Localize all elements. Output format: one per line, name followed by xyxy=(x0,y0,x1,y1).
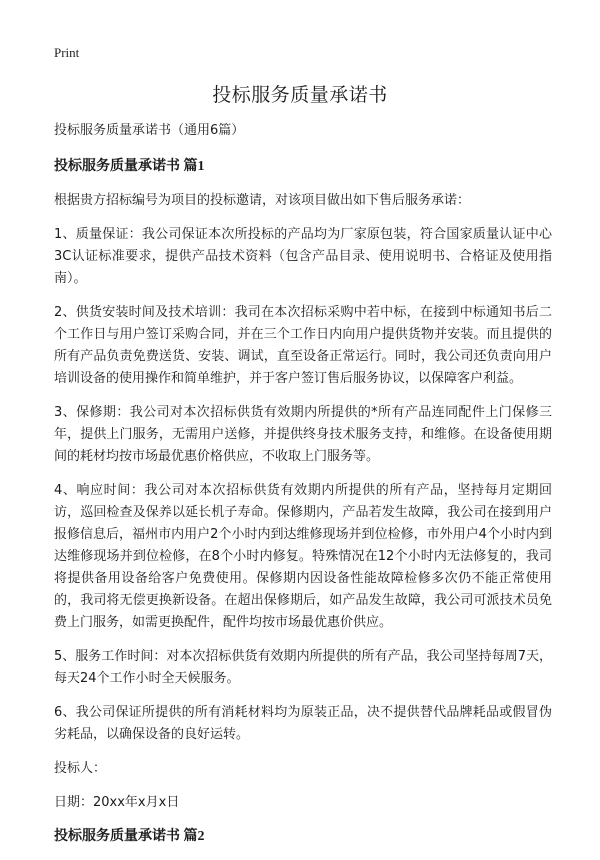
date-label: 日期：20xx年x月x日 xyxy=(54,795,180,810)
commitment-item-consumables: 6、我公司保证所提供的所有消耗材料均为原装正品，决不提供替代品牌耗品或假冒伪劣耗品，以确保设备的良好运转。 xyxy=(54,705,552,742)
commitment-item-delivery: 2、供货安装时间及技术培训：我司在本次招标采购中若中标，在接到中标通知书后二个工作日与用户签订采购合同，并在三个工作日内向用户提供货物并安装。而且提供的所有产品负责免费送货、安装、调试，直至设备正常运行。同时，我公司还负责向用户培训设备的使用操作和简单维护，并于客户签订售后服务协议，以保障客户利益。 xyxy=(54,305,552,386)
document-body xyxy=(54,120,552,860)
print-link[interactable]: Print xyxy=(54,45,80,60)
commitment-item-quality: 1、质量保证：我公司保证本次所投标的产品均为厂家原包装，符合国家质量认证中心3C认证标准要求，提供产品技术资料（包含产品目录、使用说明书、合格证及使用指南）。 xyxy=(54,227,552,286)
document-subtitle: 投标服务质量承诺书（通用6篇） xyxy=(54,123,245,138)
commitment-item-response: 4、响应时间：我公司对本次招标供货有效期内所提供的所有产品，坚持每月定期回访，巡回检查及保养以延长机子寿命。保修期内，产品若发生故障，我公司在接到用户报修信息后，福州市内用户2个小时内到达维修现场并到位检修，市外用户4个小时内到达维修现场并到位检修，在8个小时内修复。特殊情况在12个小时内无法修复的，我司将提供备用设备给客户免费使用。保修期内因设备性能故障检修多次仍不能正常使用的，我司将无偿更换新设备。在超出保修期后，如产品发生故障，我公司可派技术员免费上门服务，如需更换配件，配件均按市场最优惠价供应。 xyxy=(54,483,552,630)
document-title: 投标服务质量承诺书 xyxy=(212,84,388,106)
section-heading-2: 投标服务质量承诺书 篇2 xyxy=(54,829,205,844)
bidder-label: 投标人： xyxy=(54,761,107,776)
commitment-item-service-hours: 5、服务工作时间：对本次招标供货有效期内所提供的所有产品，我公司坚持每周7天，每天24个工作小时全天候服务。 xyxy=(54,649,552,686)
commitment-item-warranty: 3、保修期：我公司对本次招标供货有效期内所提供的*所有产品连同配件上门保修三年，提供上门服务，无需用户送修，并提供终身技术服务支持，和维修。在设备使用期间的耗材均按市场最优惠价格供应，不收取上门服务等。 xyxy=(54,405,552,464)
section-heading-1: 投标服务质量承诺书 篇1 xyxy=(54,159,205,174)
intro-paragraph: 根据贵方招标编号为项目的投标邀请，对该项目做出如下售后服务承诺： xyxy=(54,193,471,208)
